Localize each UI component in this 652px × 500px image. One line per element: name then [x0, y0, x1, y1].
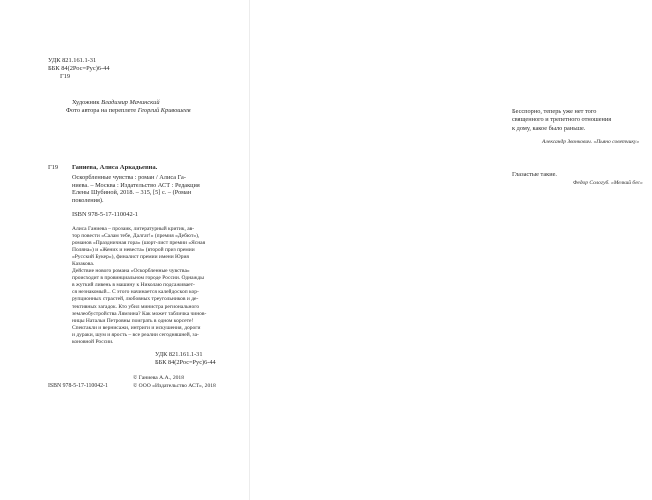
epigraph-line: к дому, какое было раньше.	[512, 124, 586, 132]
isbn: ISBN 978-5-17-110042-1	[72, 211, 138, 218]
annotation-line: происходит в провинциальном городе России. Однажды	[72, 275, 204, 282]
epigraph-line: священного и трепетного отношения	[512, 116, 612, 124]
annotation-line: землеобустройства Лямзина? Как может табличка чинов-	[72, 310, 207, 317]
catalog-line: ниева. – Москва : Издательство АСТ : Редакция	[72, 181, 200, 189]
photographer-name: Георгий Кривошеев	[137, 107, 191, 114]
epigraph-1	[512, 108, 652, 133]
annotation-line: Поляна») и «Жених и невеста» (второй приз премии	[72, 247, 195, 254]
artist-name: Владимир Мачинский	[101, 99, 160, 106]
annotation-line: тективных загадок. Кто убил министра регионального	[72, 303, 200, 310]
catalog-line: Елены Шубиной, 2018. – 315, [5] с. – (Роман	[72, 189, 192, 197]
annotation-line: в жуткий ливень в машину к Николаю подсаживает-	[72, 282, 195, 289]
artist-credit-prefix: Художник	[72, 99, 102, 106]
annotation-line: ся незнакомый... С этого начинается калейдоскоп кор-	[72, 289, 199, 296]
udc-code: УДК 821.161.1-31	[48, 57, 97, 64]
copyright-author: © Ганиева А.А., 2018	[133, 375, 185, 381]
epigraph-1-signature: Александр Звонкович. «Пьяно советчику»	[542, 139, 640, 145]
annotation-line: Казакова.	[72, 261, 95, 268]
catalog-line: поколения).	[72, 196, 104, 204]
isbn-repeat: ISBN 978-5-17-110042-1	[48, 383, 108, 389]
author-mark: Г19	[60, 73, 71, 80]
catalog-mark: Г19	[48, 164, 59, 171]
photo-credit-prefix: Фото автора на переплете	[66, 107, 138, 114]
annotation-line: романов «Праздничная гора» (шорт-лист премии «Ясная	[72, 240, 206, 247]
bbk-code-repeat: ББК 84(2Рос=Рус)6-44	[155, 359, 216, 366]
epigraph-2-signature: Федор Сологуб. «Мелкий бес»	[573, 180, 643, 186]
epigraph-line: Бесспорно, теперь уже нет того	[512, 108, 597, 115]
catalog-entry	[72, 174, 222, 204]
artist-credit	[72, 100, 160, 106]
epigraph-page	[250, 0, 643, 500]
copyright-publisher: © ООО «Издательство АСТ», 2018	[133, 383, 216, 389]
annotation-line: Спектакли и вернисажи, интриги и искушения, дороги	[72, 324, 201, 331]
photo-credit	[66, 108, 191, 114]
annotation-line: тор повести «Салам тебе, Далгат!» (премия «Дебют»),	[72, 233, 200, 240]
annotation-line: Действие нового романа «Оскорбленные чувства»	[72, 268, 190, 275]
annotation-line: Алиса Ганиева – прозаик, литературный критик, ав-	[72, 226, 195, 232]
annotation	[72, 226, 227, 346]
author-heading: Ганиева, Алиса Аркадьевна.	[72, 164, 158, 171]
annotation-line: и дураки, шум и ярость – все реалии сегодняшней, за-	[72, 331, 199, 338]
annotation-line: рупционных страстей, любовных треугольников и де-	[72, 296, 199, 303]
epigraph-2: Глазастые такие.	[512, 171, 557, 178]
annotation-line: коновной России.	[72, 338, 114, 345]
udc-code-repeat: УДК 821.161.1-31	[155, 351, 203, 358]
catalog-line: Оскорбленные чувства : роман / Алиса Га-	[72, 174, 186, 181]
annotation-line: «Русский Букер»), финалист премии имени Юрия	[72, 254, 189, 261]
copyright-page	[0, 0, 250, 500]
annotation-line: ницы Натальи Петровны поиграть в одном корсете!	[72, 317, 194, 324]
bbk-code: ББК 84(2Рос=Рус)6-44	[48, 65, 110, 72]
